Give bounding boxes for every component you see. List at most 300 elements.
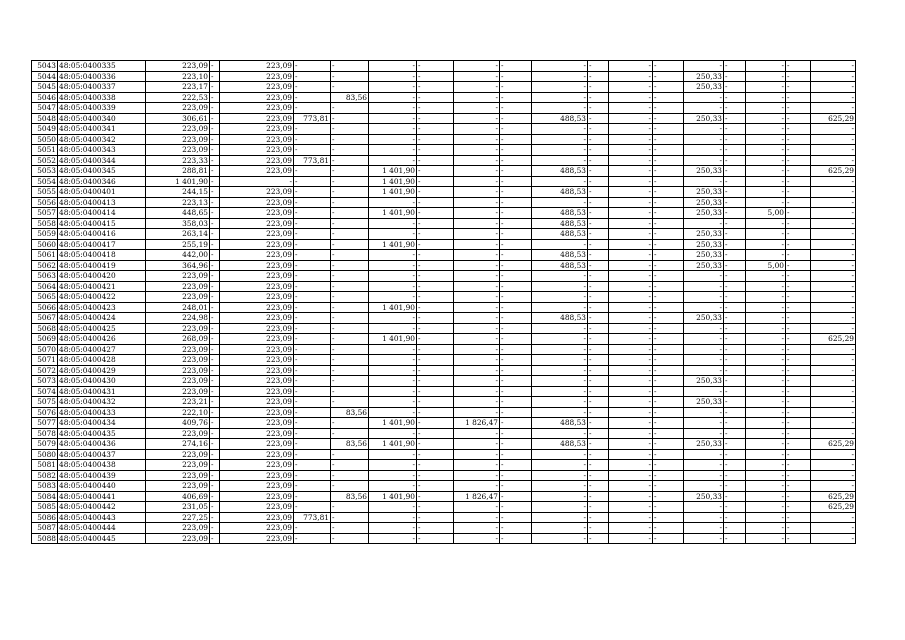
- table-cell: -: [746, 355, 786, 366]
- table-cell: 223,17: [146, 82, 210, 93]
- table-cell: -: [746, 302, 786, 313]
- table-cell: -: [588, 197, 609, 208]
- table-cell: 223,09: [220, 355, 294, 366]
- table-cell: -: [811, 155, 856, 166]
- table-cell: -: [609, 208, 653, 219]
- row-number-cell: 5074: [32, 386, 58, 397]
- table-cell: 625,29: [811, 502, 856, 513]
- table-cell: 223,09: [220, 134, 294, 145]
- cadastral-values-table: [31, 60, 856, 544]
- table-cell: -: [588, 92, 609, 103]
- cadastral-number-cell: 48:05:0400440: [58, 481, 146, 492]
- row-number-cell: 5045: [32, 82, 58, 93]
- row-number-cell: 5072: [32, 365, 58, 376]
- table-cell: 773,81: [294, 113, 331, 124]
- row-number-cell: 5069: [32, 334, 58, 345]
- cadastral-number-cell: 48:05:0400345: [58, 166, 146, 177]
- table-cell: -: [331, 523, 369, 534]
- table-cell: 223,09: [146, 145, 210, 156]
- cadastral-number-cell: 48:05:0400427: [58, 344, 146, 355]
- table-cell: -: [294, 271, 331, 282]
- table-cell: -: [454, 71, 500, 82]
- table-cell: -: [786, 313, 811, 324]
- table-cell: -: [331, 344, 369, 355]
- table-cell: -: [609, 460, 653, 471]
- table-cell: 83,56: [331, 92, 369, 103]
- table-row: [32, 449, 856, 460]
- table-cell: 250,33: [684, 229, 724, 240]
- table-cell: -: [454, 334, 500, 345]
- table-cell: -: [532, 449, 588, 460]
- table-cell: -: [417, 334, 454, 345]
- table-cell: -: [653, 61, 684, 72]
- table-cell: -: [294, 418, 331, 429]
- table-cell: 406,69: [146, 491, 210, 502]
- table-cell: -: [746, 407, 786, 418]
- table-cell: -: [609, 260, 653, 271]
- table-cell: -: [588, 512, 609, 523]
- table-cell: 223,09: [220, 187, 294, 198]
- table-cell: 248,01: [146, 302, 210, 313]
- table-cell: -: [811, 250, 856, 261]
- table-cell: 223,09: [220, 250, 294, 261]
- table-cell: -: [588, 355, 609, 366]
- table-cell: -: [369, 481, 417, 492]
- table-cell: -: [724, 218, 746, 229]
- table-cell: 223,09: [220, 470, 294, 481]
- table-cell: -: [417, 344, 454, 355]
- table-cell: -: [653, 187, 684, 198]
- table-cell: -: [500, 82, 532, 93]
- table-cell: -: [724, 460, 746, 471]
- table-cell: -: [653, 313, 684, 324]
- table-cell: -: [786, 208, 811, 219]
- table-cell: -: [294, 344, 331, 355]
- table-cell: -: [331, 470, 369, 481]
- table-cell: -: [369, 428, 417, 439]
- table-cell: -: [588, 229, 609, 240]
- table-cell: -: [786, 166, 811, 177]
- cadastral-number-cell: 48:05:0400430: [58, 376, 146, 387]
- row-number-cell: 5047: [32, 103, 58, 114]
- table-cell: 224,98: [146, 313, 210, 324]
- table-cell: -: [454, 313, 500, 324]
- table-cell: 5,00: [746, 260, 786, 271]
- table-row: [32, 113, 856, 124]
- cadastral-number-cell: 48:05:0400441: [58, 491, 146, 502]
- table-cell: -: [609, 229, 653, 240]
- table-cell: -: [532, 71, 588, 82]
- table-cell: 83,56: [331, 439, 369, 450]
- table-cell: -: [417, 365, 454, 376]
- table-cell: -: [684, 470, 724, 481]
- table-cell: -: [417, 103, 454, 114]
- table-cell: 227,25: [146, 512, 210, 523]
- row-number-cell: 5084: [32, 491, 58, 502]
- table-cell: -: [724, 145, 746, 156]
- table-cell: -: [588, 470, 609, 481]
- table-row: [32, 481, 856, 492]
- table-cell: -: [454, 208, 500, 219]
- table-cell: -: [786, 418, 811, 429]
- table-cell: -: [532, 61, 588, 72]
- table-cell: -: [500, 512, 532, 523]
- table-cell: 306,61: [146, 113, 210, 124]
- table-cell: -: [417, 460, 454, 471]
- cadastral-number-cell: 48:05:0400442: [58, 502, 146, 513]
- table-cell: -: [811, 481, 856, 492]
- table-cell: -: [746, 155, 786, 166]
- table-cell: -: [331, 355, 369, 366]
- table-cell: -: [454, 103, 500, 114]
- row-number-cell: 5056: [32, 197, 58, 208]
- table-cell: 1 401,90: [146, 176, 210, 187]
- table-cell: 5,00: [746, 208, 786, 219]
- table-cell: -: [500, 365, 532, 376]
- table-cell: -: [454, 323, 500, 334]
- cadastral-number-cell: 48:05:0400422: [58, 292, 146, 303]
- cadastral-number-cell: 48:05:0400342: [58, 134, 146, 145]
- row-number-cell: 5073: [32, 376, 58, 387]
- table-cell: -: [417, 502, 454, 513]
- table-cell: -: [811, 124, 856, 135]
- table-cell: -: [786, 512, 811, 523]
- table-cell: -: [500, 502, 532, 513]
- table-cell: -: [653, 470, 684, 481]
- table-cell: -: [724, 481, 746, 492]
- table-cell: -: [417, 218, 454, 229]
- row-number-cell: 5082: [32, 470, 58, 481]
- table-cell: -: [609, 365, 653, 376]
- table-cell: 250,33: [684, 239, 724, 250]
- table-cell: 223,09: [220, 218, 294, 229]
- table-cell: -: [210, 113, 220, 124]
- table-cell: -: [331, 271, 369, 282]
- row-number-cell: 5080: [32, 449, 58, 460]
- table-cell: -: [653, 113, 684, 124]
- table-cell: -: [653, 512, 684, 523]
- table-cell: -: [369, 145, 417, 156]
- row-number-cell: 5052: [32, 155, 58, 166]
- table-cell: -: [454, 271, 500, 282]
- table-cell: -: [500, 323, 532, 334]
- table-cell: -: [210, 197, 220, 208]
- table-cell: -: [786, 491, 811, 502]
- table-cell: -: [588, 292, 609, 303]
- table-cell: 223,09: [146, 281, 210, 292]
- table-cell: -: [653, 260, 684, 271]
- table-cell: -: [588, 166, 609, 177]
- table-cell: -: [609, 439, 653, 450]
- table-cell: 1 401,90: [369, 302, 417, 313]
- table-cell: -: [210, 260, 220, 271]
- table-cell: -: [331, 418, 369, 429]
- row-number-cell: 5075: [32, 397, 58, 408]
- table-cell: -: [417, 124, 454, 135]
- table-cell: -: [210, 82, 220, 93]
- table-cell: 222,10: [146, 407, 210, 418]
- table-cell: -: [331, 323, 369, 334]
- table-cell: 625,29: [811, 334, 856, 345]
- table-cell: -: [588, 271, 609, 282]
- table-cell: 223,09: [146, 428, 210, 439]
- table-cell: -: [786, 176, 811, 187]
- table-cell: -: [210, 302, 220, 313]
- table-cell: -: [369, 113, 417, 124]
- table-cell: -: [609, 407, 653, 418]
- table-cell: -: [210, 166, 220, 177]
- table-cell: -: [653, 407, 684, 418]
- table-cell: -: [724, 61, 746, 72]
- table-cell: -: [532, 281, 588, 292]
- row-number-cell: 5079: [32, 439, 58, 450]
- table-row: [32, 502, 856, 513]
- table-cell: -: [684, 386, 724, 397]
- row-number-cell: 5064: [32, 281, 58, 292]
- table-cell: -: [746, 197, 786, 208]
- table-cell: -: [786, 302, 811, 313]
- table-cell: -: [331, 292, 369, 303]
- table-cell: -: [588, 155, 609, 166]
- table-cell: -: [653, 428, 684, 439]
- table-cell: -: [532, 365, 588, 376]
- row-number-cell: 5063: [32, 271, 58, 282]
- table-cell: -: [417, 61, 454, 72]
- table-cell: -: [417, 376, 454, 387]
- table-cell: -: [369, 229, 417, 240]
- table-cell: -: [294, 197, 331, 208]
- cadastral-number-cell: 48:05:0400423: [58, 302, 146, 313]
- table-cell: 223,09: [220, 82, 294, 93]
- table-cell: -: [532, 145, 588, 156]
- table-row: [32, 229, 856, 240]
- table-cell: 223,09: [146, 292, 210, 303]
- table-cell: 255,19: [146, 239, 210, 250]
- table-cell: -: [331, 134, 369, 145]
- table-cell: -: [210, 428, 220, 439]
- table-cell: 223,09: [146, 376, 210, 387]
- table-cell: -: [786, 134, 811, 145]
- row-number-cell: 5071: [32, 355, 58, 366]
- table-cell: -: [609, 250, 653, 261]
- table-cell: -: [811, 512, 856, 523]
- table-cell: 244,15: [146, 187, 210, 198]
- row-number-cell: 5065: [32, 292, 58, 303]
- table-cell: 288,81: [146, 166, 210, 177]
- table-cell: 1 401,90: [369, 239, 417, 250]
- table-cell: 1 401,90: [369, 491, 417, 502]
- table-cell: -: [532, 82, 588, 93]
- table-cell: -: [653, 229, 684, 240]
- table-cell: 223,09: [146, 124, 210, 135]
- table-cell: -: [532, 407, 588, 418]
- table-row: [32, 460, 856, 471]
- table-cell: -: [532, 355, 588, 366]
- table-cell: -: [454, 229, 500, 240]
- table-cell: -: [210, 187, 220, 198]
- table-cell: -: [786, 460, 811, 471]
- table-cell: -: [500, 103, 532, 114]
- table-cell: -: [588, 407, 609, 418]
- table-cell: -: [331, 176, 369, 187]
- table-cell: 223,09: [220, 313, 294, 324]
- table-cell: -: [746, 82, 786, 93]
- table-cell: -: [653, 460, 684, 471]
- table-cell: -: [786, 260, 811, 271]
- table-cell: 250,33: [684, 197, 724, 208]
- table-cell: -: [724, 428, 746, 439]
- table-cell: -: [454, 113, 500, 124]
- table-cell: -: [724, 82, 746, 93]
- table-cell: 250,33: [684, 439, 724, 450]
- table-cell: -: [532, 491, 588, 502]
- table-cell: -: [417, 113, 454, 124]
- table-cell: -: [609, 92, 653, 103]
- table-cell: -: [609, 323, 653, 334]
- table-cell: -: [532, 502, 588, 513]
- table-cell: -: [724, 292, 746, 303]
- table-cell: -: [454, 124, 500, 135]
- table-cell: -: [746, 491, 786, 502]
- table-cell: -: [210, 218, 220, 229]
- table-cell: -: [454, 250, 500, 261]
- table-cell: -: [653, 418, 684, 429]
- table-cell: -: [724, 166, 746, 177]
- table-cell: -: [609, 281, 653, 292]
- cadastral-number-cell: 48:05:0400346: [58, 176, 146, 187]
- table-cell: -: [811, 355, 856, 366]
- table-cell: -: [786, 439, 811, 450]
- table-cell: -: [210, 439, 220, 450]
- table-cell: -: [331, 334, 369, 345]
- table-cell: -: [811, 428, 856, 439]
- table-cell: -: [417, 313, 454, 324]
- table-cell: -: [210, 61, 220, 72]
- table-cell: -: [684, 355, 724, 366]
- table-row: [32, 271, 856, 282]
- table-cell: -: [724, 376, 746, 387]
- table-cell: -: [369, 533, 417, 544]
- table-cell: -: [746, 250, 786, 261]
- table-cell: -: [786, 365, 811, 376]
- table-cell: -: [532, 428, 588, 439]
- table-cell: 488,53: [532, 218, 588, 229]
- table-cell: 223,09: [146, 355, 210, 366]
- table-cell: 442,00: [146, 250, 210, 261]
- cadastral-number-cell: 48:05:0400437: [58, 449, 146, 460]
- table-row: [32, 176, 856, 187]
- table-cell: 274,16: [146, 439, 210, 450]
- table-cell: -: [724, 533, 746, 544]
- table-cell: -: [454, 523, 500, 534]
- table-cell: 223,09: [220, 460, 294, 471]
- table-cell: 488,53: [532, 313, 588, 324]
- table-cell: -: [500, 250, 532, 261]
- table-row: [32, 208, 856, 219]
- table-cell: -: [294, 239, 331, 250]
- table-cell: -: [588, 344, 609, 355]
- table-cell: -: [588, 134, 609, 145]
- table-cell: -: [786, 281, 811, 292]
- table-cell: -: [684, 271, 724, 282]
- table-cell: 1 401,90: [369, 166, 417, 177]
- table-cell: -: [609, 334, 653, 345]
- cadastral-number-cell: 48:05:0400414: [58, 208, 146, 219]
- table-cell: -: [294, 103, 331, 114]
- table-cell: 223,09: [146, 103, 210, 114]
- cadastral-number-cell: 48:05:0400438: [58, 460, 146, 471]
- cadastral-number-cell: 48:05:0400424: [58, 313, 146, 324]
- table-cell: -: [588, 491, 609, 502]
- table-cell: -: [454, 512, 500, 523]
- table-cell: -: [210, 292, 220, 303]
- table-cell: 223,09: [146, 344, 210, 355]
- table-cell: -: [746, 439, 786, 450]
- cadastral-number-cell: 48:05:0400337: [58, 82, 146, 93]
- table-cell: -: [532, 523, 588, 534]
- table-cell: 223,09: [220, 208, 294, 219]
- table-cell: -: [746, 187, 786, 198]
- table-cell: -: [454, 166, 500, 177]
- table-cell: -: [684, 418, 724, 429]
- table-cell: -: [588, 239, 609, 250]
- table-row: [32, 355, 856, 366]
- table-cell: -: [609, 449, 653, 460]
- table-cell: -: [210, 449, 220, 460]
- table-cell: -: [532, 103, 588, 114]
- table-cell: -: [609, 386, 653, 397]
- table-cell: -: [210, 355, 220, 366]
- cadastral-number-cell: 48:05:0400343: [58, 145, 146, 156]
- table-cell: -: [684, 502, 724, 513]
- table-cell: -: [417, 439, 454, 450]
- table-cell: -: [609, 124, 653, 135]
- table-cell: -: [454, 397, 500, 408]
- table-cell: -: [454, 187, 500, 198]
- table-cell: 773,81: [294, 512, 331, 523]
- table-cell: -: [417, 229, 454, 240]
- table-cell: 223,09: [220, 439, 294, 450]
- table-cell: -: [609, 166, 653, 177]
- table-cell: -: [786, 239, 811, 250]
- table-cell: -: [210, 523, 220, 534]
- table-cell: -: [532, 302, 588, 313]
- table-cell: -: [746, 239, 786, 250]
- table-cell: -: [454, 344, 500, 355]
- table-cell: -: [294, 323, 331, 334]
- table-cell: -: [588, 460, 609, 471]
- table-cell: -: [811, 460, 856, 471]
- table-cell: -: [220, 176, 294, 187]
- table-cell: -: [588, 397, 609, 408]
- table-cell: -: [746, 470, 786, 481]
- table-cell: 625,29: [811, 166, 856, 177]
- table-cell: 448,65: [146, 208, 210, 219]
- table-cell: -: [454, 155, 500, 166]
- table-cell: -: [500, 386, 532, 397]
- table-cell: -: [417, 208, 454, 219]
- table-cell: 223,09: [146, 533, 210, 544]
- table-cell: -: [588, 187, 609, 198]
- table-cell: -: [500, 92, 532, 103]
- table-cell: -: [294, 334, 331, 345]
- cadastral-number-cell: 48:05:0400421: [58, 281, 146, 292]
- table-cell: -: [369, 470, 417, 481]
- table-cell: -: [210, 386, 220, 397]
- table-cell: -: [369, 124, 417, 135]
- table-cell: -: [417, 302, 454, 313]
- table-cell: -: [331, 61, 369, 72]
